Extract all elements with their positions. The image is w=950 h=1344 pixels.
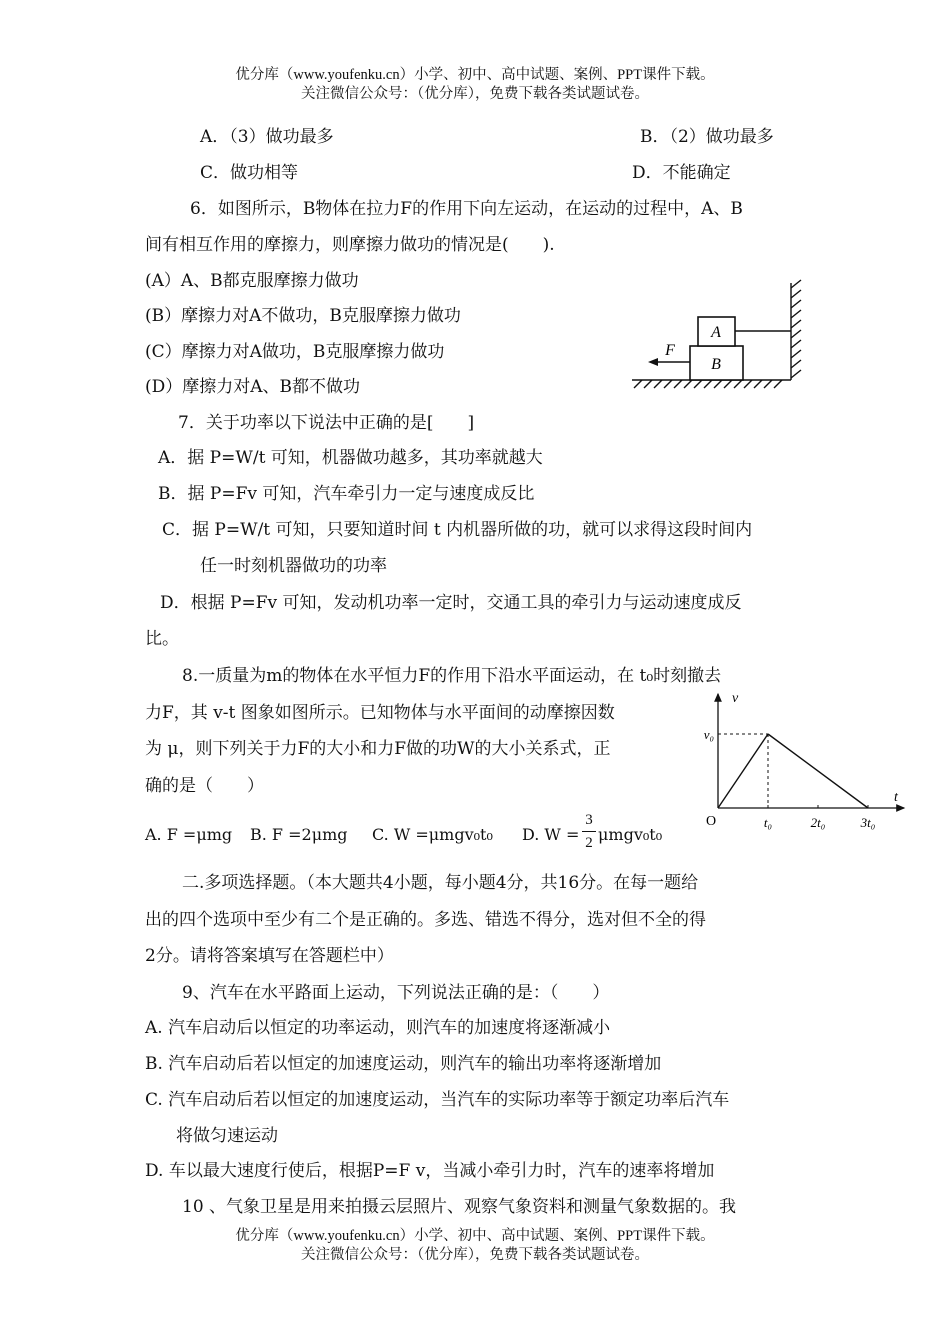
wall xyxy=(791,280,801,380)
footer-line-1: 优分库（www.youfenku.cn）小学、初中、高中试题、案例、PPT课件下载。 xyxy=(235,1228,715,1244)
q9-stem: 9、汽车在水平路面上运动，下列说法正确的是：（ ） xyxy=(182,983,610,1003)
q7-option-d-line-1: D．根据 P=Fv 可知，发动机功率一定时，交通工具的牵引力与运动速度成反 xyxy=(160,593,742,613)
section2-line-1: 二.多项选择题。（本大题共4小题，每小题4分，共16分。在每一题给 xyxy=(182,873,699,893)
q7-option-a: A．据 P=W/t 可知，机器做功越多，其功率就越大 xyxy=(158,448,543,468)
q7-option-d-line-2: 比。 xyxy=(145,629,179,649)
q8-option-d-fraction-bar xyxy=(582,831,596,832)
q6-option-d: (D）摩擦力对A、B都不做功 xyxy=(145,377,361,397)
q9-option-b: B. 汽车启动后若以恒定的加速度运动，则汽车的输出功率将逐渐增加 xyxy=(145,1054,662,1074)
q9-option-c-line-2: 将做匀速运动 xyxy=(176,1126,278,1146)
q7-stem: 7．关于功率以下说法中正确的是[ ] xyxy=(178,413,475,433)
q6-stem-line-1: 6．如图所示，B物体在拉力F的作用下向左运动，在运动的过程中，A、B xyxy=(190,199,743,219)
block-a-label: A xyxy=(711,324,721,341)
force-label: F xyxy=(665,342,675,359)
q8-option-d-suffix: μmgv₀t₀ xyxy=(598,825,663,844)
x-axis-label: t xyxy=(894,790,898,805)
q8-option-b: B. F =2μmg xyxy=(250,825,348,844)
origin-label: O xyxy=(706,814,717,829)
vt-segment-2 xyxy=(768,734,868,808)
header-line-1: 优分库（www.youfenku.cn）小学、初中、高中试题、案例、PPT课件下载。 xyxy=(235,67,715,83)
q5-option-c: C．做功相等 xyxy=(200,163,299,183)
vt-segment-1 xyxy=(718,734,768,808)
force-arrow-head xyxy=(648,358,658,366)
q8-option-d-prefix: D. W = xyxy=(522,825,580,844)
x-tick-label: t₀ xyxy=(763,815,773,830)
q7-option-c-line-1: C．据 P=W/t 可知，只要知道时间 t 内机器所做的功，就可以求得这段时间内 xyxy=(162,520,753,540)
q6-block-figure xyxy=(628,278,814,396)
q7-option-c-line-2: 任一时刻机器做功的功率 xyxy=(200,556,387,576)
q5-option-d: D．不能确定 xyxy=(632,163,731,183)
block-b-label: B xyxy=(711,356,721,373)
q8-option-c: C. W =μmgv₀t₀ xyxy=(372,825,493,844)
q8-option-d-fraction-denominator: 2 xyxy=(585,835,593,851)
y-tick-label: v₀ xyxy=(703,727,714,742)
q9-option-d: D. 车以最大速度行使后，根据P=F v，当减小牵引力时，汽车的速率将增加 xyxy=(145,1161,715,1181)
q6-option-c: (C）摩擦力对A做功，B克服摩擦力做功 xyxy=(145,342,445,362)
x-tick-label: 3t₀ xyxy=(860,815,876,830)
q5-option-b: B．（2）做功最多 xyxy=(640,127,774,147)
q8-stem-line-1: 8.一质量为m的物体在水平恒力F的作用下沿水平面运动，在 t₀时刻撤去 xyxy=(182,666,722,686)
header-line-2: 关注微信公众号：（优分库），免费下载各类试题试卷。 xyxy=(301,86,649,102)
section2-line-2: 出的四个选项中至少有二个是正确的。多选、错选不得分，选对但不全的得 xyxy=(145,910,706,930)
q8-stem-line-3: 为 μ，则下列关于力F的大小和力F做的功W的大小关系式，正 xyxy=(145,739,611,759)
x-tick-label: 2t₀ xyxy=(810,815,826,830)
q6-option-a: (A）A、B都克服摩擦力做功 xyxy=(145,271,359,291)
section2-line-3: 2分。请将答案填写在答题栏中） xyxy=(145,946,394,966)
q6-stem-line-2: 间有相互作用的摩擦力，则摩擦力做功的情况是( ). xyxy=(145,235,555,255)
y-axis-label: v xyxy=(732,691,739,706)
q8-stem-line-4: 确的是（ ） xyxy=(145,776,264,796)
q9-option-c-line-1: C. 汽车启动后若以恒定的加速度运动，当汽车的实际功率等于额定功率后汽车 xyxy=(145,1090,730,1110)
q6-option-b: (B）摩擦力对A不做功，B克服摩擦力做功 xyxy=(145,306,461,326)
floor xyxy=(632,380,791,388)
q8-stem-line-2: 力F，其 v-t 图象如图所示。已知物体与水平面间的动摩擦因数 xyxy=(145,703,615,723)
q8-option-a: A. F =μmg xyxy=(145,825,233,844)
q5-option-a: A．（3）做功最多 xyxy=(200,127,334,147)
q8-vt-chart xyxy=(696,688,916,838)
q10-stem-line-1: 10 、气象卫星是用来拍摄云层照片、观察气象资料和测量气象数据的。我 xyxy=(182,1197,737,1217)
q9-option-a: A. 汽车启动后以恒定的功率运动，则汽车的加速度将逐渐减小 xyxy=(145,1018,611,1038)
footer-line-2: 关注微信公众号：（优分库），免费下载各类试题试卷。 xyxy=(301,1247,649,1263)
q8-option-d-fraction-numerator: 3 xyxy=(585,812,593,828)
q7-option-b: B．据 P=Fv 可知，汽车牵引力一定与速度成反比 xyxy=(158,484,535,504)
